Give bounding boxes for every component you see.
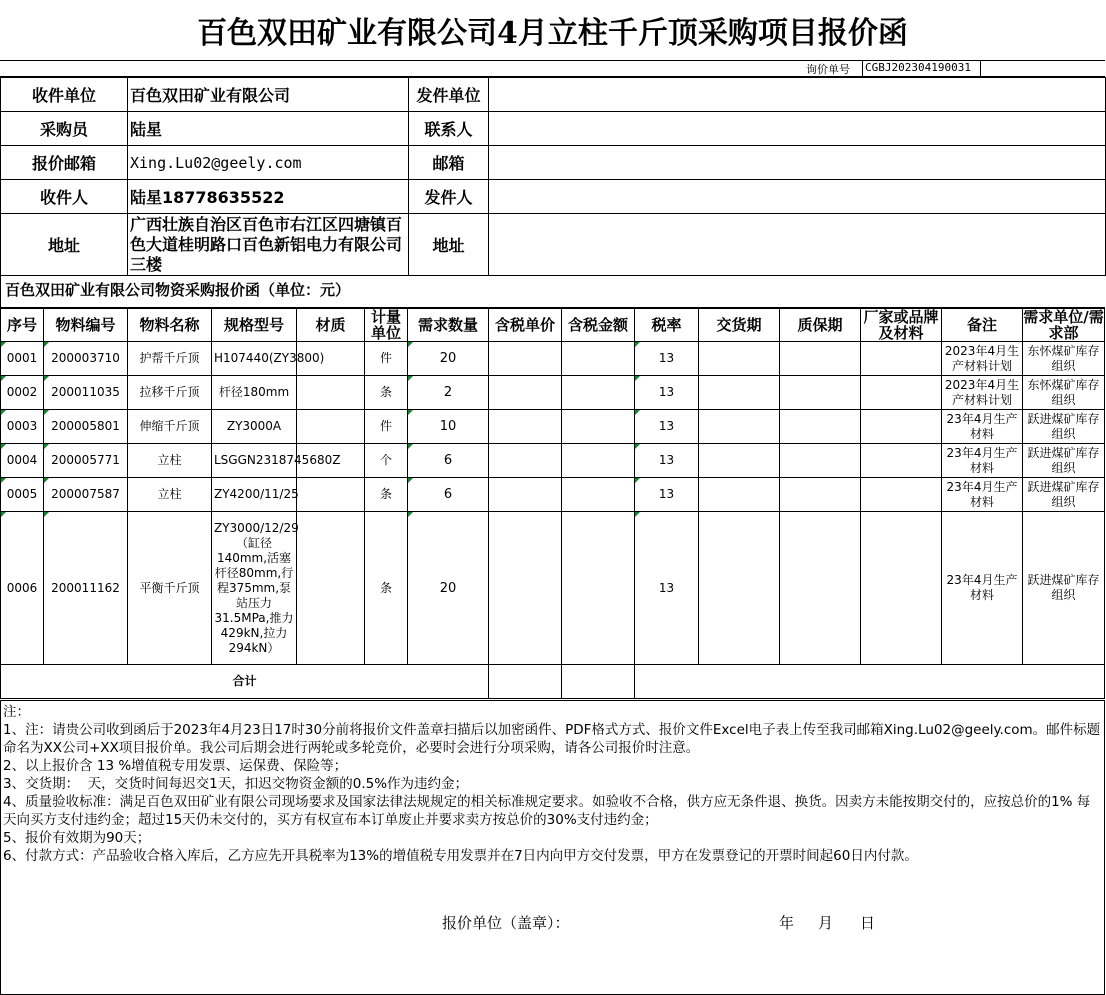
send-unit-label: 发件单位 xyxy=(409,78,489,112)
cell-material[interactable] xyxy=(297,512,365,665)
cell-spec[interactable]: ZY3000A xyxy=(212,410,297,444)
table-row xyxy=(1,342,1105,376)
cell-name[interactable]: 平衡千斤顶 xyxy=(128,512,212,665)
cell-dept[interactable]: 跃进煤矿库存组织 xyxy=(1023,444,1105,478)
cell-dept[interactable]: 跃进煤矿库存组织 xyxy=(1023,512,1105,665)
cell-price[interactable] xyxy=(489,512,562,665)
sender-label: 发件人 xyxy=(409,180,489,214)
cell-code[interactable]: 200003710 xyxy=(44,342,128,376)
table-row xyxy=(1,512,1105,665)
cell-unit[interactable]: 条 xyxy=(365,512,408,665)
cell-warranty[interactable] xyxy=(780,444,861,478)
page-title: 百色双田矿业有限公司4月立柱千斤顶采购项目报价函 xyxy=(0,0,1105,61)
address-label: 地址 xyxy=(1,214,128,276)
column-header: 需求数量 xyxy=(408,309,489,342)
recv-unit-value[interactable]: 百色双田矿业有限公司 xyxy=(128,78,409,112)
contact-label: 联系人 xyxy=(409,112,489,146)
cell-warranty[interactable] xyxy=(780,376,861,410)
cell-qty[interactable]: 2 xyxy=(408,376,489,410)
total-label: 合计 xyxy=(1,665,489,699)
cell-remark[interactable]: 2023年4月生产材料计划 xyxy=(942,342,1023,376)
cell-remark[interactable]: 2023年4月生产材料计划 xyxy=(942,376,1023,410)
buyer-value[interactable]: 陆星 xyxy=(128,112,409,146)
column-header: 物料名称 xyxy=(128,309,212,342)
cell-name[interactable]: 伸缩千斤顶 xyxy=(128,410,212,444)
cell-material[interactable] xyxy=(297,478,365,512)
column-header: 需求单位/需求部 xyxy=(1023,308,1104,342)
address2-value[interactable] xyxy=(489,214,1106,276)
cell-name[interactable]: 立柱 xyxy=(128,444,212,478)
cell-price[interactable] xyxy=(489,342,562,376)
cell-tax[interactable]: 13 xyxy=(635,444,699,478)
cell-qty[interactable]: 20 xyxy=(408,342,489,376)
receiver-value[interactable]: 陆星18778635522 xyxy=(128,180,409,214)
cell-code[interactable]: 200011162 xyxy=(44,512,128,665)
cell-amount[interactable] xyxy=(562,376,635,410)
total-row xyxy=(1,665,1105,699)
cell-no[interactable]: 0002 xyxy=(1,376,44,410)
cell-dept[interactable]: 跃进煤矿库存组织 xyxy=(1023,410,1105,444)
table-subtitle: 百色双田矿业有限公司物资采购报价函（单位：元） xyxy=(0,273,1105,308)
cell-delivery[interactable] xyxy=(699,376,780,410)
note-line: 6、付款方式：产品验收合格入库后，乙方应先开具税率为13%的增值税专用发票并在7日内向甲方交付发票，甲方在发票登记的开票时间起60日内付款。 xyxy=(3,848,918,864)
cell-code[interactable]: 200005801 xyxy=(44,410,128,444)
buyer-label: 采购员 xyxy=(1,112,128,146)
table-row xyxy=(1,376,1105,410)
cell-qty[interactable]: 20 xyxy=(408,512,489,665)
cell-amount[interactable] xyxy=(562,342,635,376)
receiver-label: 收件人 xyxy=(1,180,128,214)
column-header: 税率 xyxy=(635,309,699,342)
cell-unit[interactable]: 个 xyxy=(365,444,408,478)
cell-qty[interactable]: 10 xyxy=(408,410,489,444)
cell-qty[interactable]: 6 xyxy=(408,478,489,512)
cell-dept[interactable]: 跃进煤矿库存组织 xyxy=(1023,478,1105,512)
total-amount-cell[interactable] xyxy=(562,665,635,699)
table-row xyxy=(1,444,1105,478)
mail-value[interactable] xyxy=(489,146,1106,180)
cell-spec[interactable]: ZY4200/11/25 xyxy=(212,478,297,512)
column-header: 材质 xyxy=(297,309,365,342)
cell-price[interactable] xyxy=(489,478,562,512)
cell-dept[interactable]: 东怀煤矿库存组织 xyxy=(1023,342,1105,376)
sign-label: 报价单位（盖章）： xyxy=(442,914,570,932)
total-price-cell[interactable] xyxy=(489,665,562,699)
sender-value[interactable] xyxy=(489,180,1106,214)
cell-qty[interactable]: 6 xyxy=(408,444,489,478)
sign-month: 月 xyxy=(818,914,834,932)
cell-price[interactable] xyxy=(489,410,562,444)
cell-unit[interactable]: 条 xyxy=(365,478,408,512)
cell-unit[interactable]: 条 xyxy=(365,376,408,410)
cell-no[interactable]: 0003 xyxy=(1,410,44,444)
cell-brand[interactable] xyxy=(861,410,942,444)
cell-delivery[interactable] xyxy=(699,410,780,444)
inquiry-label: 询价单号 xyxy=(806,63,850,76)
cell-amount[interactable] xyxy=(562,478,635,512)
mail-label: 邮箱 xyxy=(409,146,489,180)
cell-no[interactable]: 0006 xyxy=(1,512,44,665)
cell-material[interactable] xyxy=(297,410,365,444)
cell-remark[interactable]: 23年4月生产材料 xyxy=(942,410,1023,444)
column-header: 含税金额 xyxy=(562,309,635,342)
column-header: 含税单价 xyxy=(489,309,562,342)
table-row xyxy=(1,478,1105,512)
cell-material[interactable] xyxy=(297,376,365,410)
cell-warranty[interactable] xyxy=(780,342,861,376)
column-header: 备注 xyxy=(942,309,1023,342)
cell-warranty[interactable] xyxy=(780,478,861,512)
column-header: 物料编号 xyxy=(44,309,128,342)
cell-code[interactable]: 200005771 xyxy=(44,444,128,478)
cell-tax[interactable]: 13 xyxy=(635,478,699,512)
send-unit-value[interactable] xyxy=(489,78,1106,112)
table-row xyxy=(1,410,1105,444)
recv-unit-label: 收件单位 xyxy=(1,78,128,112)
cell-name[interactable]: 护帮千斤顶 xyxy=(128,342,212,376)
cell-remark[interactable]: 23年4月生产材料 xyxy=(942,512,1023,665)
cell-material[interactable] xyxy=(297,342,365,376)
cell-material[interactable] xyxy=(297,444,365,478)
note-line: 2、以上报价含 13 %增值税专用发票、运保费、保险等； xyxy=(3,758,348,774)
inquiry-row xyxy=(0,60,1105,77)
cell-warranty[interactable] xyxy=(780,410,861,444)
cell-amount[interactable] xyxy=(562,512,635,665)
cell-brand[interactable] xyxy=(861,342,942,376)
cell-price[interactable] xyxy=(489,444,562,478)
cell-delivery[interactable] xyxy=(699,512,780,665)
cell-delivery[interactable] xyxy=(699,444,780,478)
cell-tax[interactable]: 13 xyxy=(635,342,699,376)
sign-day: 日 xyxy=(860,914,876,932)
column-header: 质保期 xyxy=(780,309,861,342)
column-header: 规格型号 xyxy=(212,309,297,342)
inquiry-number[interactable]: CGBJ202304190031 xyxy=(862,60,1105,76)
cell-spec[interactable]: LSGGN2318745680Z xyxy=(212,444,297,478)
column-header: 厂家或品牌及材料 xyxy=(861,309,942,342)
cell-spec[interactable]: ZY3000/12/29（缸径140mm,活塞杆径80mm,行程375mm,泵站压力31.5MPa,推力429kN,拉力294kN） xyxy=(212,512,297,665)
cell-amount[interactable] xyxy=(562,410,635,444)
cell-name[interactable]: 立柱 xyxy=(128,478,212,512)
cell-name[interactable]: 拉移千斤顶 xyxy=(128,376,212,410)
cell-code[interactable]: 200007587 xyxy=(44,478,128,512)
cell-brand[interactable] xyxy=(861,376,942,410)
email-label: 报价邮箱 xyxy=(1,146,128,180)
cell-delivery[interactable] xyxy=(699,342,780,376)
column-header: 计量单位 xyxy=(365,309,408,342)
cell-tax[interactable]: 13 xyxy=(635,410,699,444)
cell-remark[interactable]: 23年4月生产材料 xyxy=(942,444,1023,478)
note-line: 注： xyxy=(3,704,30,720)
cell-dept[interactable]: 东怀煤矿库存组织 xyxy=(1023,376,1105,410)
cell-unit[interactable]: 件 xyxy=(365,410,408,444)
cell-warranty[interactable] xyxy=(780,512,861,665)
cell-delivery[interactable] xyxy=(699,478,780,512)
items-table xyxy=(0,308,1105,699)
cell-brand[interactable] xyxy=(861,478,942,512)
address-value[interactable]: 广西壮族自治区百色市右江区四塘镇百色大道桂明路口百色新铝电力有限公司三楼 xyxy=(128,214,409,276)
cell-no[interactable]: 0001 xyxy=(1,342,44,376)
cell-price[interactable] xyxy=(489,376,562,410)
sign-year: 年 xyxy=(779,914,795,932)
column-header: 序号 xyxy=(1,309,44,342)
note-line: 1、注：请贵公司收到函后于2023年4月23日17时30分前将报价文件盖章扫描后以加密函件、PDF格式方式、报价文件Excel电子表上传至我司邮箱Xing.Lu02@geely.com。邮件标题命名为XX公司+XX项目报价单。我公司后期会进行两轮或多轮竞价，必要时会进行分项采购，请各公司报价时注意。 xyxy=(3,722,1101,756)
cell-no[interactable]: 0005 xyxy=(1,478,44,512)
cell-brand[interactable] xyxy=(861,512,942,665)
total-rest-cell xyxy=(635,665,1105,699)
note-line: 3、交货期： 天，交货时间每迟交1天，扣迟交物资金额的0.5%作为违约金； xyxy=(3,776,469,792)
cell-spec[interactable]: 杆径180mm xyxy=(212,376,297,410)
cell-no[interactable]: 0004 xyxy=(1,444,44,478)
note-line: 4、质量验收标准：满足百色双田矿业有限公司现场要求及国家法律法规规定的相关标准规定要求。如验收不合格，供方应无条件退、换货。因卖方未能按期交付的，应按总价的1% 每天向买方支付违约金；超过15天仍未交付的，买方有权宣布本订单废止并要求卖方按总价的30%支付违约金； xyxy=(3,794,1091,828)
cell-code[interactable]: 200011035 xyxy=(44,376,128,410)
contact-info-table xyxy=(0,77,1106,276)
note-line: 5、报价有效期为90天； xyxy=(3,830,151,846)
cell-brand[interactable] xyxy=(861,444,942,478)
notes-section xyxy=(0,700,1105,995)
cell-unit[interactable]: 件 xyxy=(365,342,408,376)
email-value[interactable]: Xing.Lu02@geely.com xyxy=(128,146,409,180)
cell-remark[interactable]: 23年4月生产材料 xyxy=(942,478,1023,512)
cell-spec[interactable]: H107440(ZY3800) xyxy=(212,342,297,376)
contact-value[interactable] xyxy=(489,112,1106,146)
cell-tax[interactable]: 13 xyxy=(635,376,699,410)
column-header: 交货期 xyxy=(699,309,780,342)
address2-label: 地址 xyxy=(409,214,489,276)
cell-tax[interactable]: 13 xyxy=(635,512,699,665)
cell-amount[interactable] xyxy=(562,444,635,478)
